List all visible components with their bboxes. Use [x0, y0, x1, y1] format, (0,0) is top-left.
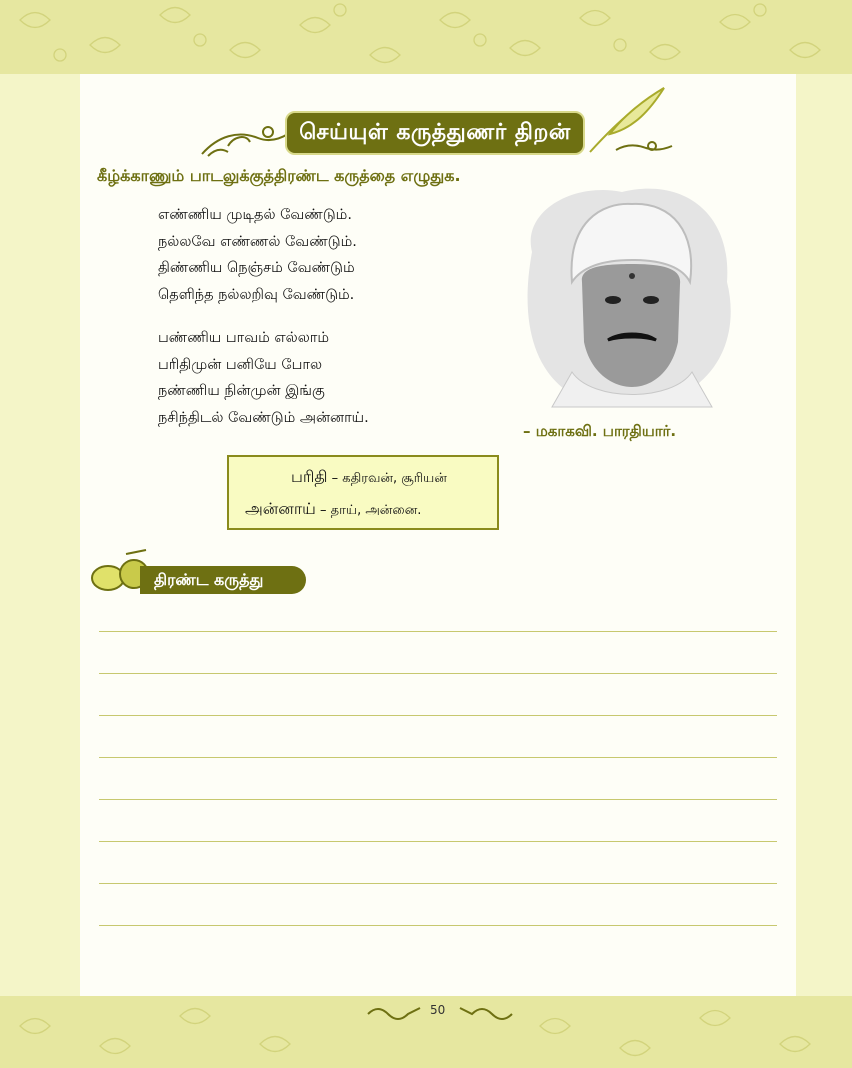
answer-line — [99, 841, 777, 842]
poem-line: நண்ணிய நின்முன் இங்கு — [158, 383, 325, 399]
answer-line — [99, 757, 777, 758]
page-title: செய்யுள் கருத்துணர் திறன் — [285, 111, 585, 155]
answer-line — [99, 631, 777, 632]
poem-line: எண்ணிய முடிதல் வேண்டும். — [158, 207, 352, 223]
feather-quill-icon — [580, 80, 680, 160]
glossary-entry — [291, 467, 447, 488]
glossary-meaning: – கதிரவன், சூரியன் — [331, 471, 447, 486]
poem-line: திண்ணிய நெஞ்சம் வேண்டும் — [158, 260, 355, 276]
answer-line — [99, 673, 777, 674]
glossary-box — [227, 455, 499, 530]
section-heading: திரண்ட கருத்து — [140, 566, 306, 594]
bottom-decorative-band — [0, 996, 852, 1068]
poem-stanza-1 — [158, 202, 357, 308]
poem-line: நல்லவே எண்ணல் வேண்டும். — [158, 233, 357, 250]
portrait-image — [512, 172, 744, 412]
answer-line — [99, 925, 777, 926]
instruction-text: கீழ்க்காணும் பாடலுக்குத்திரண்ட கருத்தை எழுதுக. — [97, 166, 461, 185]
answer-line — [99, 883, 777, 884]
glossary-entry — [245, 499, 421, 520]
footer-ornament-icon — [366, 1000, 422, 1022]
page-number: 50 — [430, 1003, 446, 1017]
leaf-pattern-icon — [0, 0, 852, 74]
poem-line: பரிதிமுன் பனியே போல — [158, 356, 323, 373]
left-margin — [0, 74, 80, 996]
right-margin — [796, 74, 852, 996]
answer-line — [99, 715, 777, 716]
poem-stanza-2 — [158, 325, 369, 431]
poem-line: தெளிந்த நல்லறிவு வேண்டும். — [158, 286, 355, 303]
poem-line: பண்ணிய பாவம் எல்லாம் — [158, 330, 329, 346]
poem-line: நசிந்திடல் வேண்டும் அன்னாய். — [158, 409, 369, 426]
answer-line — [99, 799, 777, 800]
glossary-term: பரிதி — [291, 467, 328, 486]
left-flourish-icon — [198, 116, 292, 160]
top-decorative-band — [0, 0, 852, 74]
author-credit: – மகாகவி. பாரதியார். — [523, 422, 677, 440]
glossary-meaning: – தாய், அன்னை. — [320, 503, 422, 518]
footer-ornament-icon — [458, 1000, 514, 1022]
glossary-term: அன்னாய் — [245, 499, 316, 518]
leaf-pattern-icon — [0, 996, 852, 1068]
